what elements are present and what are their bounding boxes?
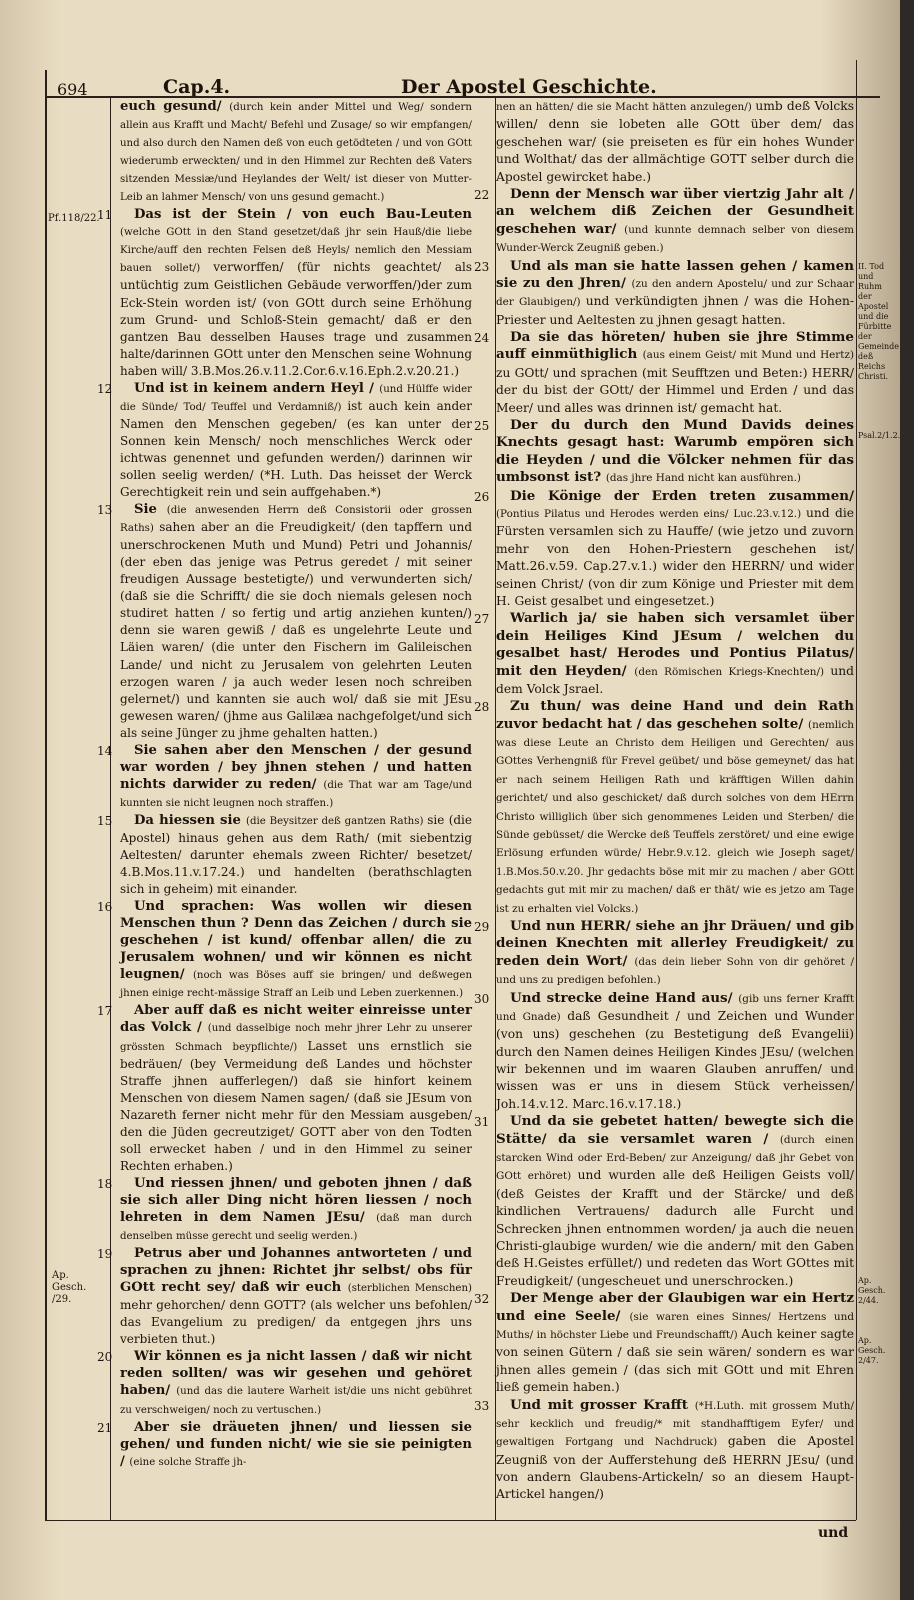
verse-paragraph bbox=[496, 990, 854, 1114]
verse-main: Da hiessen sie bbox=[134, 812, 247, 828]
verse-paragraph bbox=[496, 698, 854, 918]
verse-main: Der Menge aber der Glaubigen war ein Hertz und eine Seele/ bbox=[496, 1290, 854, 1324]
verse-number: 28 bbox=[474, 700, 490, 714]
verse-rest: und dem Volck Jsrael. bbox=[496, 663, 854, 696]
verse-main: Und da sie gebetet hatten/ bewegte sich die Stätte/ da sie versamlet waren / bbox=[496, 1113, 854, 1147]
margin-note-acts-2: Ap. Gesch. 2/47. bbox=[858, 1336, 886, 1365]
verse-rest: verworffen/ (für nichts geachtet/ als untüchtig zum Geistlichen Gebäude verworffen/)der zum Eck-Stein worden ist/ (von GOtt durch seine Erhöhung zum Grund- und Schloß-Stein gemacht/ daß er den gantzen Bau desselben Hauses trage und zusammen halte/darinnen GOtt unter den Menschen seine Wohnung haben will/ 3.B.Mos.26.v.11.2.Cor.6.v.16.Eph.2.v.20.21.) bbox=[120, 260, 472, 378]
verse-number: 27 bbox=[474, 612, 490, 626]
verse-main: Die Könige der Erden treten zusammen/ bbox=[510, 487, 854, 504]
verse-main: Sie sahen aber den Menschen / der gesund war worden / bey jhnen stehen / und hatten nichts darwider zu reden/ bbox=[120, 742, 472, 792]
book-edge bbox=[900, 0, 914, 1600]
verse-main: Und als man sie hatte lassen gehen / kamen sie zu den Jhren/ bbox=[496, 257, 854, 291]
margin-note-acts-1: Ap. Gesch. 2/44. bbox=[858, 1276, 886, 1305]
verse-note: (das jhre Hand nicht kan ausführen.) bbox=[605, 472, 801, 485]
verse-main: Petrus aber und Johannes antworteten / und sprachen zu jhnen: Richtet jhr selbst/ obs für GOtt recht sey/ daß wir euch bbox=[120, 1246, 472, 1296]
margin-note-psalm-2: Psal.2/1.2. bbox=[858, 431, 901, 440]
verse-main: Aber sie dräueten jhnen/ und liessen sie gehen/ und funden nicht/ wie sie sie peinigten / bbox=[120, 1419, 472, 1469]
verse-note: (die anwesenden Herrn deß Consistorii oder grossen Raths) bbox=[120, 505, 473, 535]
verse-number: 25 bbox=[474, 419, 490, 433]
verse-paragraph bbox=[120, 1348, 472, 1418]
verse-note: (*H.Luth. mit grossem Muth/ sehr kecklich und freudig/* mit standhafftigem Eyfer/ und gewaltigen Fortgang und Nachdruck) bbox=[496, 1399, 855, 1449]
verse-number: 12 bbox=[97, 382, 113, 396]
verse-number: 14 bbox=[97, 744, 113, 758]
verse-number: 22 bbox=[474, 188, 490, 202]
margin-note-acts: Ap. Gesch. /29. bbox=[52, 1270, 87, 1305]
verse-note: (durch einen starcken Wind oder Erd-Beben/ zur Anzeigung/ daß jhr Gebet von GOtt erhöret) bbox=[496, 1133, 855, 1183]
verse-rest: und verkündigten jhnen / was die Hohen-Priester und Aeltesten zu jhnen gesagt hatten. bbox=[496, 294, 854, 327]
verse-number: 31 bbox=[474, 1115, 490, 1129]
verse-paragraph bbox=[496, 417, 854, 488]
left-column bbox=[120, 98, 472, 1471]
verse-note: (und Hülffe wider die Sünde/ Tod/ Teuffel und Verdamniß/) bbox=[120, 383, 472, 413]
verse-main: Sie bbox=[134, 502, 167, 518]
verse-main: Warlich ja/ sie haben sich versamlet über dein Heiliges Kind JEsum / welchen du gesalbet hast/ Herodes und Pontius Pilatus/ mit den Heyden/ bbox=[496, 610, 854, 679]
verse-main: Denn der Mensch war über viertzig Jahr alt / an welchem diß Zeichen der Gesundheit geschehen war/ bbox=[496, 185, 854, 237]
verse-note: nen an hätten/ die sie Macht hätten anzulegen/) bbox=[496, 101, 756, 113]
verse-number: 19 bbox=[97, 1247, 113, 1261]
verse-note: (nemlich was diese Leute an Christo dem Heiligen und Gerechten/ aus GOttes Verhengniß für Frevel geübet/ und böse gemeynet/ das hat er nach seinem Heiligen Rath und kräfftigen Willen dahin gerichtet/ und also geschicket/ daß durch solches von dem HErrn Christo williglich über sich genommenes Leiden und Sterben/ die Sünde gebüsset/ die Wercke deß Teuffels zerstöret/ und eine ewige Erlösung erfunden würde/ Hebr.9.v.12. gleich wie Joseph saget/ 1.B.Mos.50.v.20. Jhr gedachts böse mit mir zu machen / aber GOtt gedachts gut mit mir zu machen/ daß er thät/ wie es jetzo am Tage ist zu erhalten viel Volcks.) bbox=[496, 718, 854, 915]
verse-rest: Auch keiner sagte von seinen Gütern / daß sie sein wären/ sondern es war jhnen alles gemein / (das sich mit GOtt und mit Ehren ließ gemein haben.) bbox=[496, 1326, 854, 1395]
verse-main: Da sie das höreten/ huben sie jhre Stimme auff einmüthiglich bbox=[496, 329, 854, 363]
verse-note: (den Römischen Kriegs-Knechten/) bbox=[634, 665, 831, 678]
verse-number: 23 bbox=[474, 260, 490, 274]
verse-number: 32 bbox=[474, 1292, 490, 1306]
verse-paragraph bbox=[496, 610, 854, 698]
verse-paragraph bbox=[120, 812, 472, 898]
verse-paragraph bbox=[496, 186, 854, 258]
catchword: und bbox=[818, 1525, 849, 1541]
verse-paragraph bbox=[496, 1290, 854, 1396]
verse-note: (durch kein ander Mittel und Weg/ sondern allein aus Krafft und Macht/ Befehl und Zusage/ so wir empfangen/ und also durch den Namen deß von euch getödteten / und von GOtt wiederumb erweckten/ und in den Himmel zur Rechten deß Vaters sitzenden Messiæ/und Heylandes der Welt/ ist dieser von Mutter-Leib an lahmer Mensch/ von uns gesund gemacht.) bbox=[120, 102, 472, 204]
verse-rest: gaben die Apostel Zeugniß von der Aufferstehung deß HERRN JEsu/ (und von andern Glaubens-Artickeln/ so an diesem Haupt-Artickel hangen/) bbox=[496, 1434, 854, 1502]
verse-main: Und mit grosser Krafft bbox=[510, 1396, 695, 1413]
verse-paragraph bbox=[120, 380, 472, 501]
verse-rest: zu GOtt/ und sprachen (mit Seufftzen und Beten:) HERR/ der du bist der GOtt/ der Himmel und Erden / und das Meer/ und alles was drinnen ist/ gemacht hat. bbox=[496, 365, 854, 415]
verse-paragraph bbox=[496, 329, 854, 417]
verse-note: (die Beysitzer deß gantzen Raths) bbox=[246, 815, 428, 827]
verse-note: (und das die lautere Warheit ist/die uns nicht gebühret zu verschweigen/ noch zu vertuschen.) bbox=[120, 1386, 472, 1416]
verse-number: 21 bbox=[97, 1421, 113, 1435]
verse-main: Und nun HERR/ siehe an jhr Dräuen/ und gib deinen Knechten mit allerley Freudigkeit/ zu reden dein Wort/ bbox=[496, 917, 854, 969]
verse-rest: mehr gehorchen/ denn GOTT? (als welcher uns befohlen/ das Evangelium zu predigen/ da entgegen jhrs uns verbieten thut.) bbox=[120, 1298, 472, 1347]
verse-paragraph bbox=[120, 501, 472, 742]
verse-rest: und wurden alle deß Heiligen Geists voll/ (deß Geistes der Krafft und der Stärcke/ und deß kindlichen Vertrauens/ dadurch alle Furcht und Schrecken jhnen entnommen worden/ ja auch die neuen Christi-glaubige wurden/ wie die andern/ mit den Gaben deß H.Geistes erfüllet/) und redeten das Wort GOttes mit Freudigkeit/ (ungescheuet und unerschrocken.) bbox=[496, 1168, 854, 1288]
verse-rest: Lasset uns ernstlich sie bedräuen/ (bey Vermeidung deß Landes und höchster Straffe jhnen aufferlegen/) daß sie hinfort keinem Menschen von diesem Namen sagen/ (daß sie JEsum von Nazareth ferner nicht mehr für den Messiam ausgeben/ den die Jüden gecreutziget/ GOTT aber von den Todten soll erwecket haben / und in den Himmel zu seiner Rechten erhaben.) bbox=[120, 1038, 472, 1173]
verse-note: (daß man durch denselben müsse gerecht und seelig werden.) bbox=[120, 1213, 472, 1243]
verse-main: Und sprachen: Was wollen wir diesen Menschen thun ? Denn das Zeichen / durch sie geschehen / ist kund/ offenbar allen/ die zu Jerusalem wohnen/ und wir können es nicht leugnen/ bbox=[120, 899, 472, 983]
verse-note: (gib uns ferner Krafft und Gnade) bbox=[496, 992, 854, 1023]
verse-main: Und strecke deine Hand aus/ bbox=[510, 989, 739, 1006]
verse-paragraph bbox=[120, 1175, 472, 1245]
chapter-label: Cap.4. bbox=[163, 76, 231, 98]
verse-main: Wir können es ja nicht lassen / daß wir nicht reden sollten/ was wir gesehen und gehöret haben/ bbox=[120, 1349, 472, 1399]
verse-rest: umb deß Volcks willen/ denn sie lobeten alle GOtt über dem/ das geschehen war/ (sie preiseten es für ein hohes Wunder und Wolthat/ das der allmächtige GOTT selber durch die Apostel gewircket habe.) bbox=[496, 99, 854, 184]
verse-paragraph bbox=[120, 1245, 472, 1348]
verse-main: Aber auff daß es nicht weiter einreisse unter das Volck / bbox=[120, 1003, 472, 1036]
right-column bbox=[496, 98, 854, 1504]
verse-rest: sie (die Apostel) hinaus gehen aus dem Rath/ (mit siebentzig Aeltesten/ darunter ehemals zween Richter/ besetzet/ 4.B.Mos.11.v.17.24.) und handelten (berathschlagten sich in geheim) mit einander. bbox=[120, 812, 472, 897]
verse-paragraph bbox=[496, 488, 854, 611]
verse-rest: ist auch kein ander Namen den Menschen gegeben/ (es kan unter der Sonnen kein Mensch/ noch menschliches Werck oder ichtwas genennet und gefunden werden/) darinnen wir sollen seelig werden/ (*H. Luth. Das heisset der Werck Gerechtigkeit rein und sein auffgehaben.*) bbox=[120, 398, 473, 500]
verse-paragraph bbox=[496, 98, 854, 186]
verse-rest: und die Fürsten versamlen sich zu Hauffe/ (wie jetzo und zuvorn mehr von den Hohen-Priestern geschehen ist/ Matt.26.v.59. Cap.27.v.1.) wider den HERRN/ und wider seinen Christ/ (von dir zum Könige und Priester mit dem H. Geist gesalbet und eingesetzet.) bbox=[496, 505, 854, 608]
verse-number: 26 bbox=[474, 490, 490, 504]
verse-paragraph bbox=[496, 1113, 854, 1290]
verse-number: 18 bbox=[97, 1177, 113, 1191]
margin-rule bbox=[110, 96, 111, 1521]
verse-note: (und dasselbige noch mehr jhrer Lehr zu unserer grössten Schmach beypflichte/) bbox=[120, 1023, 472, 1053]
verse-paragraph bbox=[496, 258, 854, 330]
verse-number: 13 bbox=[97, 503, 113, 517]
verse-main: Und riessen jhnen/ und geboten jhnen / daß sie sich aller Ding nicht hören liessen / noch lehreten in dem Namen JEsu/ bbox=[120, 1175, 472, 1225]
verse-paragraph bbox=[496, 1397, 854, 1504]
verse-note: (und kunnte demnach selber von diesem Wunder-Werck Zeugniß geben.) bbox=[496, 223, 854, 255]
verse-note: (aus einem Geist/ mit Mund und Hertz) bbox=[642, 349, 855, 362]
verse-number: 20 bbox=[97, 1350, 113, 1364]
verse-number: 17 bbox=[97, 1004, 113, 1018]
margin-note-psalm: Pf.118/22. bbox=[48, 213, 100, 224]
verse-main: Und ist in keinem andern Heyl / bbox=[134, 380, 380, 396]
verse-paragraph bbox=[120, 742, 472, 812]
verse-paragraph bbox=[496, 918, 854, 990]
verse-paragraph bbox=[120, 206, 472, 379]
verse-note: (welche GOtt in den Stand gesetzet/daß jhr sein Hauß/die liebe Kirche/auff den rechten Felsen deß Heyls/ nemlich den Messiam bauen sollet/) bbox=[120, 227, 472, 275]
verse-number: 33 bbox=[474, 1399, 490, 1413]
verse-main: Das ist der Stein / von euch Bau-Leuten bbox=[134, 207, 472, 223]
running-header bbox=[45, 72, 880, 98]
verse-rest: daß Gesundheit / und Zeichen und Wunder (von uns) geschehen (zu Bestetigung deß Evangelii) durch den Namen deines Heiligen Kindes JEsu/ (welchen wir bekennen und im waaren Glauben anruffen/ und wissen was er uns in diesem Stück verheissen/ Joh.14.v.12. Marc.16.v.17.18.) bbox=[496, 1008, 855, 1111]
right-margin-rule bbox=[856, 60, 857, 1520]
verse-main: Zu thun/ was deine Hand und dein Rath zuvor bedacht hat / das geschehen solte/ bbox=[496, 698, 854, 732]
verse-number: 24 bbox=[474, 331, 490, 345]
verse-paragraph bbox=[120, 898, 472, 1002]
verse-note: (noch was Böses auff sie bringen/ und deßwegen jhnen einige recht-mässige Straff an Leib und Leben zuerkennen.) bbox=[120, 970, 473, 1000]
verse-main: euch gesund/ bbox=[120, 99, 230, 114]
verse-paragraph bbox=[120, 98, 472, 206]
verse-number: 29 bbox=[474, 920, 490, 934]
verse-paragraph bbox=[120, 1419, 472, 1471]
verse-number: 15 bbox=[97, 814, 113, 828]
verse-number: 11 bbox=[97, 208, 113, 222]
verse-main: Der du durch den Mund Davids deines Knechts gesagt hast: Warumb empören sich die Heyden / und die Völcker nehmen für das umbsonst ist? bbox=[496, 417, 854, 486]
left-border-rule bbox=[45, 70, 47, 1520]
page-number: 694 bbox=[57, 80, 88, 99]
verse-note: (sie waren eines Sinnes/ Hertzens und Muths/ in höchster Liebe und Freundschafft/) bbox=[496, 1310, 854, 1341]
verse-note: (zu den andern Apostelu/ und zur Schaar der Glaubigen/) bbox=[496, 277, 854, 309]
running-title: Der Apostel Geschichte. bbox=[401, 76, 657, 98]
verse-number: 16 bbox=[97, 900, 113, 914]
verse-note: (sterblichen Menschen) bbox=[347, 1283, 472, 1295]
verse-note: (das dein lieber Sohn von dir gehöret / und uns zu predigen befohlen.) bbox=[496, 955, 854, 987]
verse-note: (eine solche Straffe jh- bbox=[129, 1456, 247, 1468]
bottom-rule bbox=[45, 1520, 856, 1521]
verse-rest: sahen aber an die Freudigkeit/ (den tapffern und unerschrockenen Muth und Mund) Petri und Johannis/ (der eben das jenige was Petrus geredet / mit seiner freudigen Aussage bestetigte/) und verwunderten sich/ (daß sie die Schrifft/ die sie doch niemals gelesen noch studiret hatten / so fertig und artig anziehen kunten/) denn sie waren gewiß / daß es ungelehrte Leute und Läien waren/ (die unter den Fischern im Galileischen Lande/ und nicht zu Jerusalem von gelehrten Leuten erzogen waren / ja auch weder lesen noch schreiben gelernet/) und kannten sie auch wol/ daß sie mit JEsu gewesen waren/ (jhme aus Galilæa nachgefolget/und sich als seine Jünger zu jhme gehalten hatten.) bbox=[120, 520, 472, 740]
verse-note: (Pontius Pilatus und Herodes werden eins/ Luc.23.v.12.) bbox=[496, 507, 806, 520]
verse-paragraph bbox=[120, 1002, 472, 1174]
verse-note: (die That war am Tage/und kunnten sie nicht leugnen noch straffen.) bbox=[120, 779, 472, 809]
verse-number: 30 bbox=[474, 992, 490, 1006]
margin-note-section-ii: II. Tod und Ruhm der Apostel und die Fürbitte der Gemeinde deß Reichs Christi. bbox=[858, 262, 900, 381]
